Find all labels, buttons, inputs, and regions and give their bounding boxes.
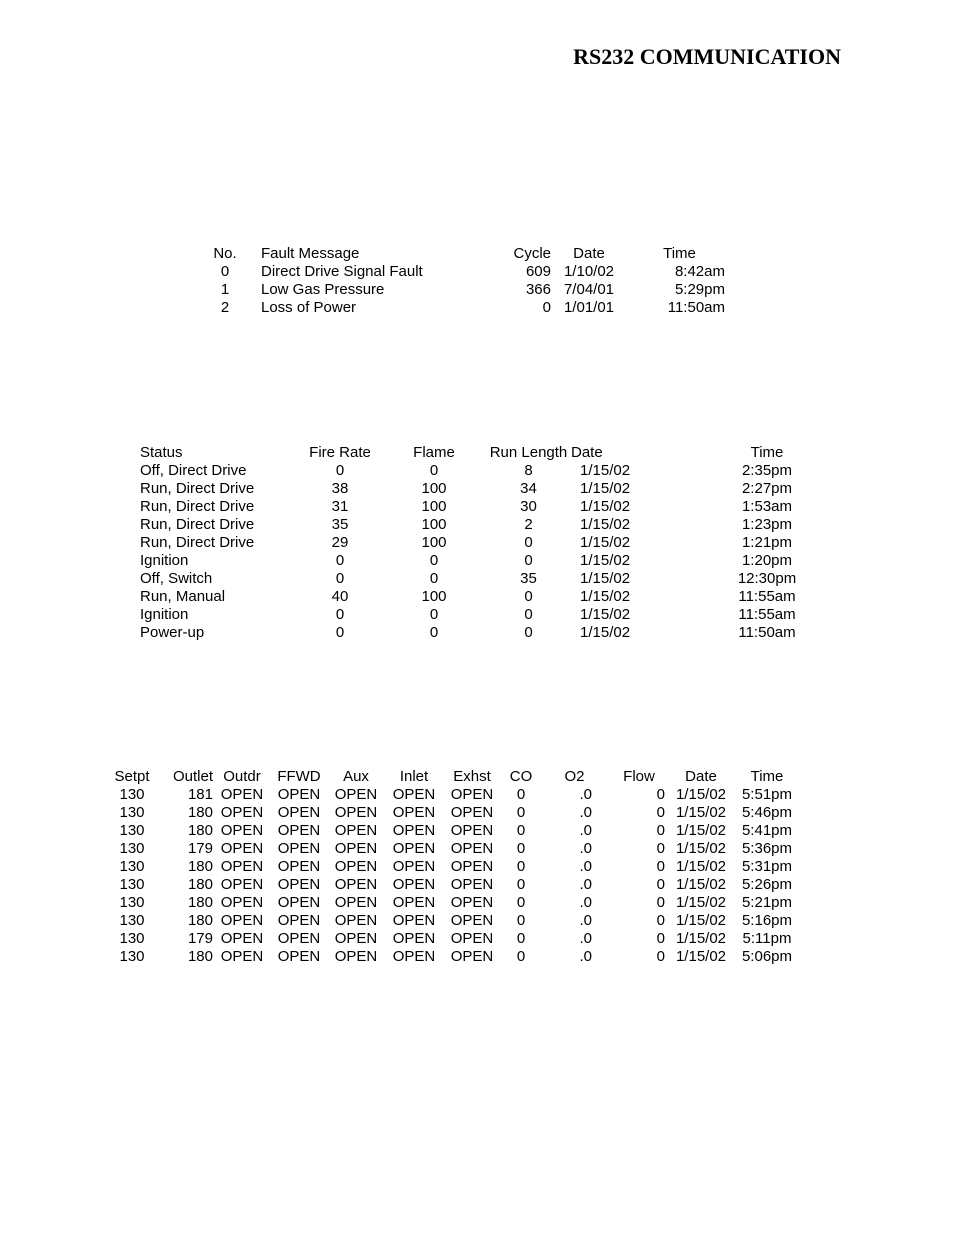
flow-cell: 0 — [656, 876, 665, 893]
setpt-cell: 130 — [119, 786, 145, 803]
status-cell: Run, Direct Drive — [140, 480, 255, 497]
status-cell: Run, Direct Drive — [140, 498, 255, 515]
o2-cell: .0 — [579, 912, 592, 929]
outlet-cell: 180 — [187, 876, 213, 893]
readings-time-cell: 5:16pm — [741, 912, 793, 929]
status-date-cell: 1/15/02 — [580, 624, 631, 641]
outlet-cell: 179 — [187, 840, 213, 857]
fault-cycle-cell: 609 — [525, 263, 551, 280]
inlet-cell: OPEN — [392, 894, 436, 911]
flow-cell: 0 — [656, 948, 665, 965]
flow-cell: 0 — [656, 822, 665, 839]
readings-log-row — [110, 858, 802, 876]
fire-rate-cell: 29 — [331, 534, 349, 551]
status-date-cell: 1/15/02 — [580, 552, 631, 569]
outlet-cell: 181 — [187, 786, 213, 803]
status-time-cell: 1:21pm — [741, 534, 793, 551]
outdr-cell: OPEN — [220, 876, 264, 893]
flow-header: Flow — [623, 768, 655, 785]
fault-message-cell: Loss of Power — [261, 299, 357, 316]
status-date-cell: 1/15/02 — [580, 570, 631, 587]
readings-log-row — [110, 786, 802, 804]
outdr-cell: OPEN — [220, 912, 264, 929]
fault-cycle-cell: 0 — [542, 299, 551, 316]
flow-cell: 0 — [656, 840, 665, 857]
outlet-cell: 180 — [187, 858, 213, 875]
exhst-cell: OPEN — [450, 894, 494, 911]
flame-cell: 0 — [429, 606, 439, 623]
fault-log-row — [205, 281, 732, 299]
status-date-cell: 1/15/02 — [580, 516, 631, 533]
readings-time-cell: 5:31pm — [741, 858, 793, 875]
outlet-cell: 180 — [187, 948, 213, 965]
aux-cell: OPEN — [334, 912, 378, 929]
readings-time-cell: 5:41pm — [741, 822, 793, 839]
readings-time-cell: 5:21pm — [741, 894, 793, 911]
co-cell: 0 — [516, 804, 526, 821]
co-cell: 0 — [516, 786, 526, 803]
fault-time-cell: 8:42am — [674, 263, 725, 280]
co-cell: 0 — [516, 876, 526, 893]
aux-cell: OPEN — [334, 804, 378, 821]
o2-cell: .0 — [579, 876, 592, 893]
readings-log-row — [110, 948, 802, 966]
setpt-cell: 130 — [119, 894, 145, 911]
setpt-cell: 130 — [119, 930, 145, 947]
exhst-header: Exhst — [453, 768, 491, 785]
outlet-cell: 180 — [187, 822, 213, 839]
status-time-cell: 2:35pm — [741, 462, 793, 479]
readings-time-cell: 5:51pm — [741, 786, 793, 803]
inlet-cell: OPEN — [392, 876, 436, 893]
outlet-cell: 179 — [187, 930, 213, 947]
ffwd-cell: OPEN — [277, 804, 321, 821]
flow-cell: 0 — [656, 858, 665, 875]
aux-cell: OPEN — [334, 876, 378, 893]
readings-date-cell: 1/15/02 — [675, 804, 727, 821]
co-cell: 0 — [516, 822, 526, 839]
inlet-header: Inlet — [399, 768, 429, 785]
ffwd-cell: OPEN — [277, 948, 321, 965]
readings-log-row — [110, 804, 802, 822]
status-cell: Off, Switch — [140, 570, 213, 587]
fire-rate-cell: 0 — [335, 552, 345, 569]
fault-log-table — [205, 245, 732, 317]
status-date-cell: 1/15/02 — [580, 588, 631, 605]
fault-no-header: No. — [213, 245, 237, 262]
status-cell: Ignition — [140, 606, 189, 623]
status-log-row — [140, 624, 820, 642]
exhst-cell: OPEN — [450, 840, 494, 857]
readings-date-cell: 1/15/02 — [675, 948, 727, 965]
o2-cell: .0 — [579, 930, 592, 947]
status-cell: Run, Direct Drive — [140, 534, 255, 551]
status-date-cell: 1/15/02 — [580, 480, 631, 497]
exhst-cell: OPEN — [450, 930, 494, 947]
status-date-cell: 1/15/02 — [580, 534, 631, 551]
readings-date-cell: 1/15/02 — [675, 894, 727, 911]
status-time-cell: 11:50am — [738, 624, 796, 641]
status-log-row — [140, 516, 820, 534]
spacer-cell — [245, 281, 261, 299]
run-length-cell: 0 — [524, 534, 533, 551]
run-length-cell: 30 — [520, 498, 537, 515]
spacer-cell — [245, 299, 261, 317]
fault-no-cell: 1 — [220, 281, 230, 298]
exhst-cell: OPEN — [450, 948, 494, 965]
inlet-cell: OPEN — [392, 912, 436, 929]
ffwd-cell: OPEN — [277, 840, 321, 857]
aux-cell: OPEN — [334, 930, 378, 947]
setpt-header: Setpt — [114, 768, 150, 785]
exhst-cell: OPEN — [450, 912, 494, 929]
o2-cell: .0 — [579, 858, 592, 875]
co-cell: 0 — [516, 948, 526, 965]
setpt-cell: 130 — [119, 804, 145, 821]
fire-rate-cell: 38 — [331, 480, 349, 497]
run-length-cell: 0 — [524, 624, 533, 641]
run-length-cell: 2 — [524, 516, 533, 533]
flow-cell: 0 — [656, 894, 665, 911]
exhst-cell: OPEN — [450, 804, 494, 821]
inlet-cell: OPEN — [392, 948, 436, 965]
status-log-row — [140, 606, 820, 624]
outlet-cell: 180 — [187, 894, 213, 911]
fault-no-cell: 0 — [220, 263, 230, 280]
status-log-row — [140, 570, 820, 588]
fault-date-cell: 1/01/01 — [563, 299, 615, 316]
flame-header: Flame — [413, 444, 455, 461]
status-time-cell: 11:55am — [738, 606, 796, 623]
readings-time-cell: 5:11pm — [742, 930, 792, 947]
readings-date-cell: 1/15/02 — [675, 822, 727, 839]
o2-cell: .0 — [579, 948, 592, 965]
status-log-row — [140, 480, 820, 498]
outdr-cell: OPEN — [220, 786, 264, 803]
outdr-cell: OPEN — [220, 804, 264, 821]
co-cell: 0 — [516, 840, 526, 857]
readings-date-header: Date — [685, 768, 717, 785]
co-cell: 0 — [516, 912, 526, 929]
fault-message-cell: Direct Drive Signal Fault — [261, 263, 423, 280]
status-time-cell: 1:53am — [741, 498, 793, 515]
fire-rate-header: Fire Rate — [309, 444, 371, 461]
o2-cell: .0 — [579, 840, 592, 857]
readings-time-header: Time — [750, 768, 784, 785]
status-cell: Run, Direct Drive — [140, 516, 255, 533]
exhst-cell: OPEN — [450, 858, 494, 875]
spacer-cell — [245, 263, 261, 281]
inlet-cell: OPEN — [392, 840, 436, 857]
status-header: Status — [140, 444, 183, 461]
run-length-cell: 35 — [520, 570, 537, 587]
readings-date-cell: 1/15/02 — [675, 876, 727, 893]
fault-cycle-header: Cycle — [513, 245, 551, 262]
aux-cell: OPEN — [334, 822, 378, 839]
ffwd-cell: OPEN — [277, 876, 321, 893]
readings-date-cell: 1/15/02 — [675, 840, 727, 857]
fire-rate-cell: 35 — [331, 516, 349, 533]
fault-time-cell: 11:50am — [667, 299, 725, 316]
ffwd-cell: OPEN — [277, 858, 321, 875]
co-cell: 0 — [516, 858, 526, 875]
readings-log-header-row — [110, 768, 802, 786]
fire-rate-cell: 40 — [331, 588, 349, 605]
outdr-cell: OPEN — [220, 930, 264, 947]
fire-rate-cell: 0 — [335, 462, 345, 479]
flame-cell: 0 — [429, 624, 439, 641]
readings-log-row — [110, 894, 802, 912]
fault-log-header-row — [205, 245, 732, 263]
readings-time-cell: 5:46pm — [741, 804, 793, 821]
o2-cell: .0 — [579, 894, 592, 911]
setpt-cell: 130 — [119, 948, 145, 965]
setpt-cell: 130 — [119, 858, 145, 875]
fault-time-header: Time — [663, 245, 696, 262]
fire-rate-cell: 0 — [335, 570, 345, 587]
readings-time-cell: 5:26pm — [741, 876, 793, 893]
exhst-cell: OPEN — [450, 822, 494, 839]
flame-cell: 100 — [421, 516, 447, 533]
outlet-header: Outlet — [172, 768, 213, 785]
status-date-cell: 1/15/02 — [580, 498, 631, 515]
setpt-cell: 130 — [119, 840, 145, 857]
inlet-cell: OPEN — [392, 858, 436, 875]
outdr-cell: OPEN — [220, 822, 264, 839]
ffwd-cell: OPEN — [277, 912, 321, 929]
run-length-cell: 0 — [524, 552, 533, 569]
readings-date-cell: 1/15/02 — [675, 930, 727, 947]
fault-log-row — [205, 299, 732, 317]
status-log-header-row — [140, 444, 820, 462]
status-time-cell: 11:55am — [738, 588, 796, 605]
inlet-cell: OPEN — [392, 822, 436, 839]
exhst-cell: OPEN — [450, 786, 494, 803]
status-time-header: Time — [750, 444, 784, 461]
status-time-cell: 1:20pm — [741, 552, 793, 569]
flow-cell: 0 — [656, 930, 665, 947]
ffwd-cell: OPEN — [277, 894, 321, 911]
status-date-cell: 1/15/02 — [580, 462, 631, 479]
fire-rate-cell: 0 — [335, 606, 345, 623]
flame-cell: 0 — [429, 570, 439, 587]
readings-log-row — [110, 876, 802, 894]
o2-header: O2 — [564, 768, 585, 785]
readings-log-row — [110, 912, 802, 930]
outdr-cell: OPEN — [220, 894, 264, 911]
flow-cell: 0 — [656, 912, 665, 929]
outlet-cell: 180 — [187, 912, 213, 929]
readings-date-cell: 1/15/02 — [675, 786, 727, 803]
status-time-cell: 12:30pm — [737, 570, 797, 587]
fire-rate-cell: 0 — [335, 624, 345, 641]
readings-log-row — [110, 822, 802, 840]
flame-cell: 0 — [429, 552, 439, 569]
flame-cell: 100 — [421, 480, 447, 497]
ffwd-cell: OPEN — [277, 930, 321, 947]
flow-cell: 0 — [656, 786, 665, 803]
fault-time-cell: 5:29pm — [674, 281, 725, 298]
setpt-cell: 130 — [119, 876, 145, 893]
inlet-cell: OPEN — [392, 804, 436, 821]
co-cell: 0 — [516, 930, 526, 947]
inlet-cell: OPEN — [392, 930, 436, 947]
flame-cell: 0 — [429, 462, 439, 479]
outdr-header: Outdr — [223, 768, 261, 785]
status-log-row — [140, 588, 820, 606]
co-cell: 0 — [516, 894, 526, 911]
run-length-cell: 8 — [524, 462, 533, 479]
readings-log-table — [110, 768, 802, 966]
aux-cell: OPEN — [334, 948, 378, 965]
status-log-row — [140, 534, 820, 552]
page-heading: RS232 COMMUNICATION — [573, 44, 841, 69]
readings-log-row — [110, 930, 802, 948]
outlet-cell: 180 — [187, 804, 213, 821]
readings-date-cell: 1/15/02 — [675, 858, 727, 875]
readings-log-row — [110, 840, 802, 858]
run-length-cell: 34 — [520, 480, 537, 497]
fault-log-row — [205, 263, 732, 281]
status-log-row — [140, 462, 820, 480]
o2-cell: .0 — [579, 786, 592, 803]
aux-cell: OPEN — [334, 858, 378, 875]
inlet-cell: OPEN — [392, 786, 436, 803]
status-cell: Power-up — [140, 624, 205, 641]
aux-cell: OPEN — [334, 840, 378, 857]
fault-date-header: Date — [573, 245, 605, 262]
run-length-cell: 0 — [524, 588, 533, 605]
ffwd-cell: OPEN — [277, 822, 321, 839]
fault-no-cell: 2 — [220, 299, 230, 316]
setpt-cell: 130 — [119, 912, 145, 929]
fault-message-cell: Low Gas Pressure — [261, 281, 385, 298]
flow-cell: 0 — [656, 804, 665, 821]
status-date-cell: 1/15/02 — [580, 606, 631, 623]
aux-cell: OPEN — [334, 786, 378, 803]
outdr-cell: OPEN — [220, 948, 264, 965]
flame-cell: 100 — [421, 498, 447, 515]
setpt-cell: 130 — [119, 822, 145, 839]
ffwd-cell: OPEN — [277, 786, 321, 803]
fault-cycle-cell: 366 — [525, 281, 551, 298]
readings-time-cell: 5:36pm — [741, 840, 793, 857]
outdr-cell: OPEN — [220, 840, 264, 857]
status-cell: Run, Manual — [140, 588, 226, 605]
ffwd-header: FFWD — [277, 768, 321, 785]
o2-cell: .0 — [579, 804, 592, 821]
fire-rate-cell: 31 — [331, 498, 349, 515]
flame-cell: 100 — [421, 588, 447, 605]
status-time-cell: 1:23pm — [741, 516, 793, 533]
run-length-header: Run Length — [489, 444, 568, 461]
status-log-table — [140, 444, 820, 642]
readings-date-cell: 1/15/02 — [675, 912, 727, 929]
run-length-cell: 0 — [524, 606, 533, 623]
aux-header: Aux — [343, 768, 369, 785]
aux-cell: OPEN — [334, 894, 378, 911]
status-cell: Off, Direct Drive — [140, 462, 247, 479]
co-header: CO — [509, 768, 533, 785]
status-log-row — [140, 552, 820, 570]
status-date-header: Date — [571, 444, 603, 461]
status-cell: Ignition — [140, 552, 189, 569]
outdr-cell: OPEN — [220, 858, 264, 875]
fault-date-cell: 1/10/02 — [563, 263, 615, 280]
flame-cell: 100 — [421, 534, 447, 551]
status-time-cell: 2:27pm — [741, 480, 793, 497]
status-log-row — [140, 498, 820, 516]
readings-time-cell: 5:06pm — [741, 948, 793, 965]
fault-date-cell: 7/04/01 — [563, 281, 615, 298]
exhst-cell: OPEN — [450, 876, 494, 893]
o2-cell: .0 — [579, 822, 592, 839]
fault-message-header: Fault Message — [261, 245, 360, 262]
